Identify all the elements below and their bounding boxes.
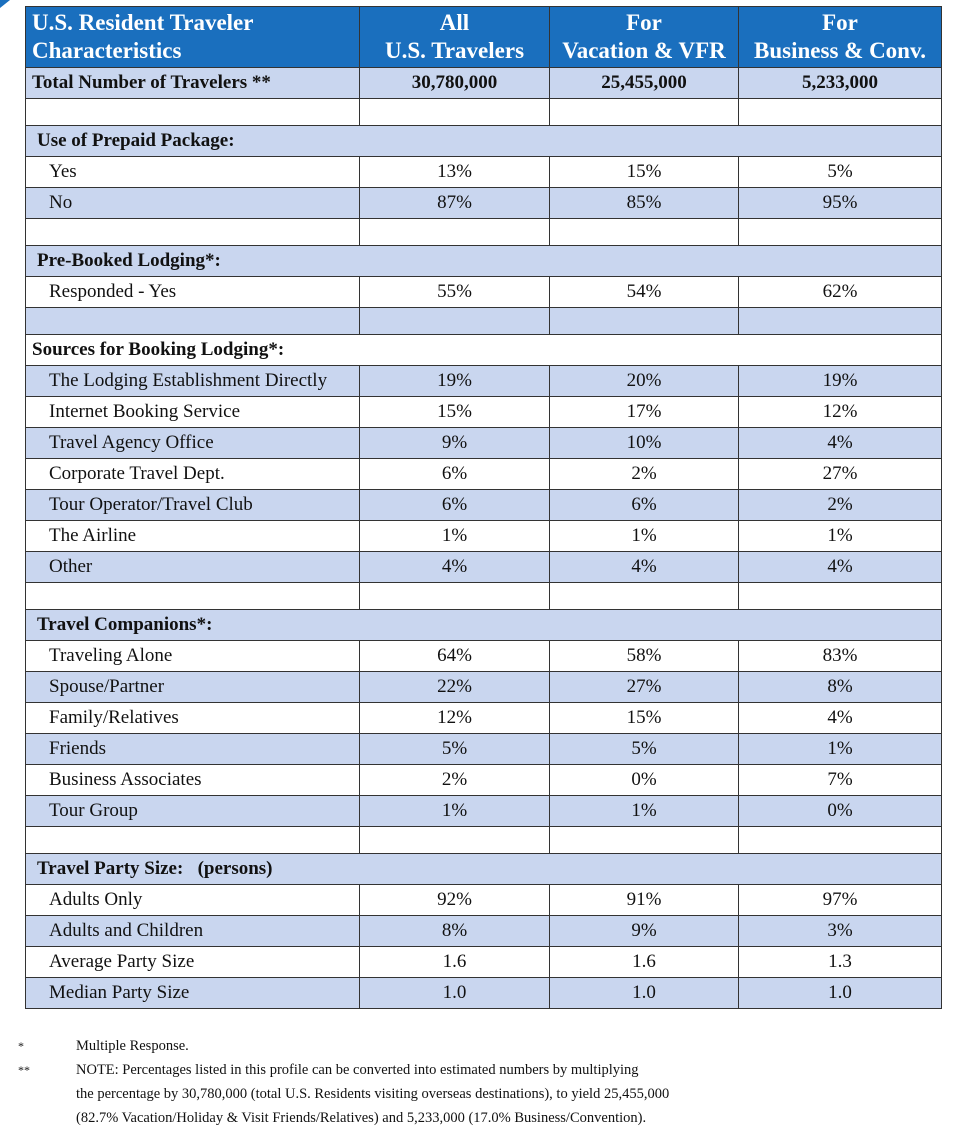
value-all: 1% xyxy=(360,796,550,827)
value-all: 55% xyxy=(360,277,550,308)
table-row xyxy=(26,552,942,583)
value-all: 6% xyxy=(360,490,550,521)
table-row xyxy=(26,397,942,428)
table-row xyxy=(26,916,942,947)
footnote-line: (82.7% Vacation/Holiday & Visit Friends/Relatives) and 5,233,000 (17.0% Business/Convention). xyxy=(76,1110,647,1126)
value-vacation: 6% xyxy=(550,490,739,521)
spacer-row xyxy=(26,308,942,335)
value-all: 1.0 xyxy=(360,978,550,1009)
value-vacation: 5% xyxy=(550,734,739,765)
row-label: Family/Relatives xyxy=(26,703,360,734)
table-row xyxy=(26,157,942,188)
value-all: 1% xyxy=(360,521,550,552)
spacer-row xyxy=(26,219,942,246)
value-all: 1.6 xyxy=(360,947,550,978)
row-label: Adults Only xyxy=(26,885,360,916)
header-vacation-vfr: For Vacation & VFR xyxy=(550,7,739,68)
row-label: Business Associates xyxy=(26,765,360,796)
table-row xyxy=(26,188,942,219)
table-row xyxy=(26,703,942,734)
footnote-line: the percentage by 30,780,000 (total U.S. Residents visiting overseas destinations), to yield 25,455,000 xyxy=(76,1086,670,1102)
value-business: 95% xyxy=(739,188,942,219)
value-vacation: 1.6 xyxy=(550,947,739,978)
row-label: Spouse/Partner xyxy=(26,672,360,703)
section-title: Sources for Booking Lodging*: xyxy=(26,335,942,366)
table-row xyxy=(26,947,942,978)
value-business: 62% xyxy=(739,277,942,308)
value-all: 12% xyxy=(360,703,550,734)
value-business: 5,233,000 xyxy=(739,68,942,99)
value-business: 4% xyxy=(739,552,942,583)
table-row xyxy=(26,428,942,459)
value-business: 1% xyxy=(739,734,942,765)
row-label: Yes xyxy=(26,157,360,188)
value-vacation: 20% xyxy=(550,366,739,397)
footnote-mark: ** xyxy=(18,1063,30,1077)
value-business: 1.0 xyxy=(739,978,942,1009)
value-business: 8% xyxy=(739,672,942,703)
row-label: Tour Group xyxy=(26,796,360,827)
value-vacation: 1% xyxy=(550,521,739,552)
footnote-line: NOTE: Percentages listed in this profile can be converted into estimated numbers by multiplying xyxy=(76,1062,639,1078)
value-business: 7% xyxy=(739,765,942,796)
value-business: 97% xyxy=(739,885,942,916)
spacer-row xyxy=(26,99,942,126)
section-travel-party-size xyxy=(26,854,942,885)
section-prepaid-package xyxy=(26,126,942,157)
spacer-row xyxy=(26,827,942,854)
value-business: 83% xyxy=(739,641,942,672)
row-label: The Airline xyxy=(26,521,360,552)
section-title: Use of Prepaid Package: xyxy=(26,126,942,157)
row-label: The Lodging Establishment Directly xyxy=(26,366,360,397)
value-vacation: 17% xyxy=(550,397,739,428)
value-vacation: 9% xyxy=(550,916,739,947)
value-business: 12% xyxy=(739,397,942,428)
traveler-characteristics-table xyxy=(25,6,942,1009)
value-vacation: 27% xyxy=(550,672,739,703)
row-label: Average Party Size xyxy=(26,947,360,978)
value-all: 15% xyxy=(360,397,550,428)
value-vacation: 10% xyxy=(550,428,739,459)
value-vacation: 15% xyxy=(550,157,739,188)
table-row xyxy=(26,521,942,552)
value-vacation: 25,455,000 xyxy=(550,68,739,99)
value-all: 64% xyxy=(360,641,550,672)
value-all: 5% xyxy=(360,734,550,765)
header-all-travelers: All U.S. Travelers xyxy=(360,7,550,68)
footnote-text: Multiple Response. xyxy=(76,1038,189,1054)
section-title: Pre-Booked Lodging*: xyxy=(26,246,942,277)
table-row xyxy=(26,796,942,827)
row-label: Tour Operator/Travel Club xyxy=(26,490,360,521)
value-business: 19% xyxy=(739,366,942,397)
section-title: Travel Companions*: xyxy=(26,610,942,641)
value-all: 2% xyxy=(360,765,550,796)
table-row xyxy=(26,978,942,1009)
value-vacation: 85% xyxy=(550,188,739,219)
value-vacation: 15% xyxy=(550,703,739,734)
value-vacation: 0% xyxy=(550,765,739,796)
header-characteristics: U.S. Resident Traveler Characteristics xyxy=(26,7,360,68)
value-all: 8% xyxy=(360,916,550,947)
value-business: 4% xyxy=(739,703,942,734)
value-all: 4% xyxy=(360,552,550,583)
value-business: 4% xyxy=(739,428,942,459)
value-all: 9% xyxy=(360,428,550,459)
table-row xyxy=(26,641,942,672)
table-row xyxy=(26,366,942,397)
footnote-multiple-response xyxy=(18,1034,948,1058)
table-row xyxy=(26,885,942,916)
section-prebooked-lodging xyxy=(26,246,942,277)
section-booking-sources xyxy=(26,335,942,366)
table-row xyxy=(26,490,942,521)
row-label: Other xyxy=(26,552,360,583)
section-title: Travel Party Size: (persons) xyxy=(26,854,942,885)
row-label: Responded - Yes xyxy=(26,277,360,308)
row-label: No xyxy=(26,188,360,219)
value-business: 1% xyxy=(739,521,942,552)
row-label: Internet Booking Service xyxy=(26,397,360,428)
total-travelers-row xyxy=(26,68,942,99)
value-vacation: 2% xyxy=(550,459,739,490)
value-vacation: 1.0 xyxy=(550,978,739,1009)
row-label: Friends xyxy=(26,734,360,765)
footnotes xyxy=(18,1034,948,1130)
value-all: 6% xyxy=(360,459,550,490)
table-row xyxy=(26,734,942,765)
row-label: Corporate Travel Dept. xyxy=(26,459,360,490)
spacer-row xyxy=(26,583,942,610)
table-row xyxy=(26,765,942,796)
value-vacation: 54% xyxy=(550,277,739,308)
corner-mark xyxy=(0,0,10,8)
value-business: 1.3 xyxy=(739,947,942,978)
value-all: 22% xyxy=(360,672,550,703)
footnote-percentage-note xyxy=(18,1058,948,1130)
value-vacation: 4% xyxy=(550,552,739,583)
table-row xyxy=(26,277,942,308)
value-business: 5% xyxy=(739,157,942,188)
value-all: 92% xyxy=(360,885,550,916)
value-vacation: 1% xyxy=(550,796,739,827)
value-business: 0% xyxy=(739,796,942,827)
value-business: 3% xyxy=(739,916,942,947)
value-all: 19% xyxy=(360,366,550,397)
section-travel-companions xyxy=(26,610,942,641)
table-row xyxy=(26,672,942,703)
table-row xyxy=(26,459,942,490)
row-label: Travel Agency Office xyxy=(26,428,360,459)
value-business: 2% xyxy=(739,490,942,521)
row-label: Traveling Alone xyxy=(26,641,360,672)
value-vacation: 58% xyxy=(550,641,739,672)
row-label: Adults and Children xyxy=(26,916,360,947)
value-all: 13% xyxy=(360,157,550,188)
value-business: 27% xyxy=(739,459,942,490)
value-all: 87% xyxy=(360,188,550,219)
value-vacation: 91% xyxy=(550,885,739,916)
header-business-conv: For Business & Conv. xyxy=(739,7,942,68)
value-all: 30,780,000 xyxy=(360,68,550,99)
footnote-mark: * xyxy=(18,1039,24,1053)
table-header-row xyxy=(26,7,942,68)
row-label: Total Number of Travelers ** xyxy=(26,68,360,99)
row-label: Median Party Size xyxy=(26,978,360,1009)
